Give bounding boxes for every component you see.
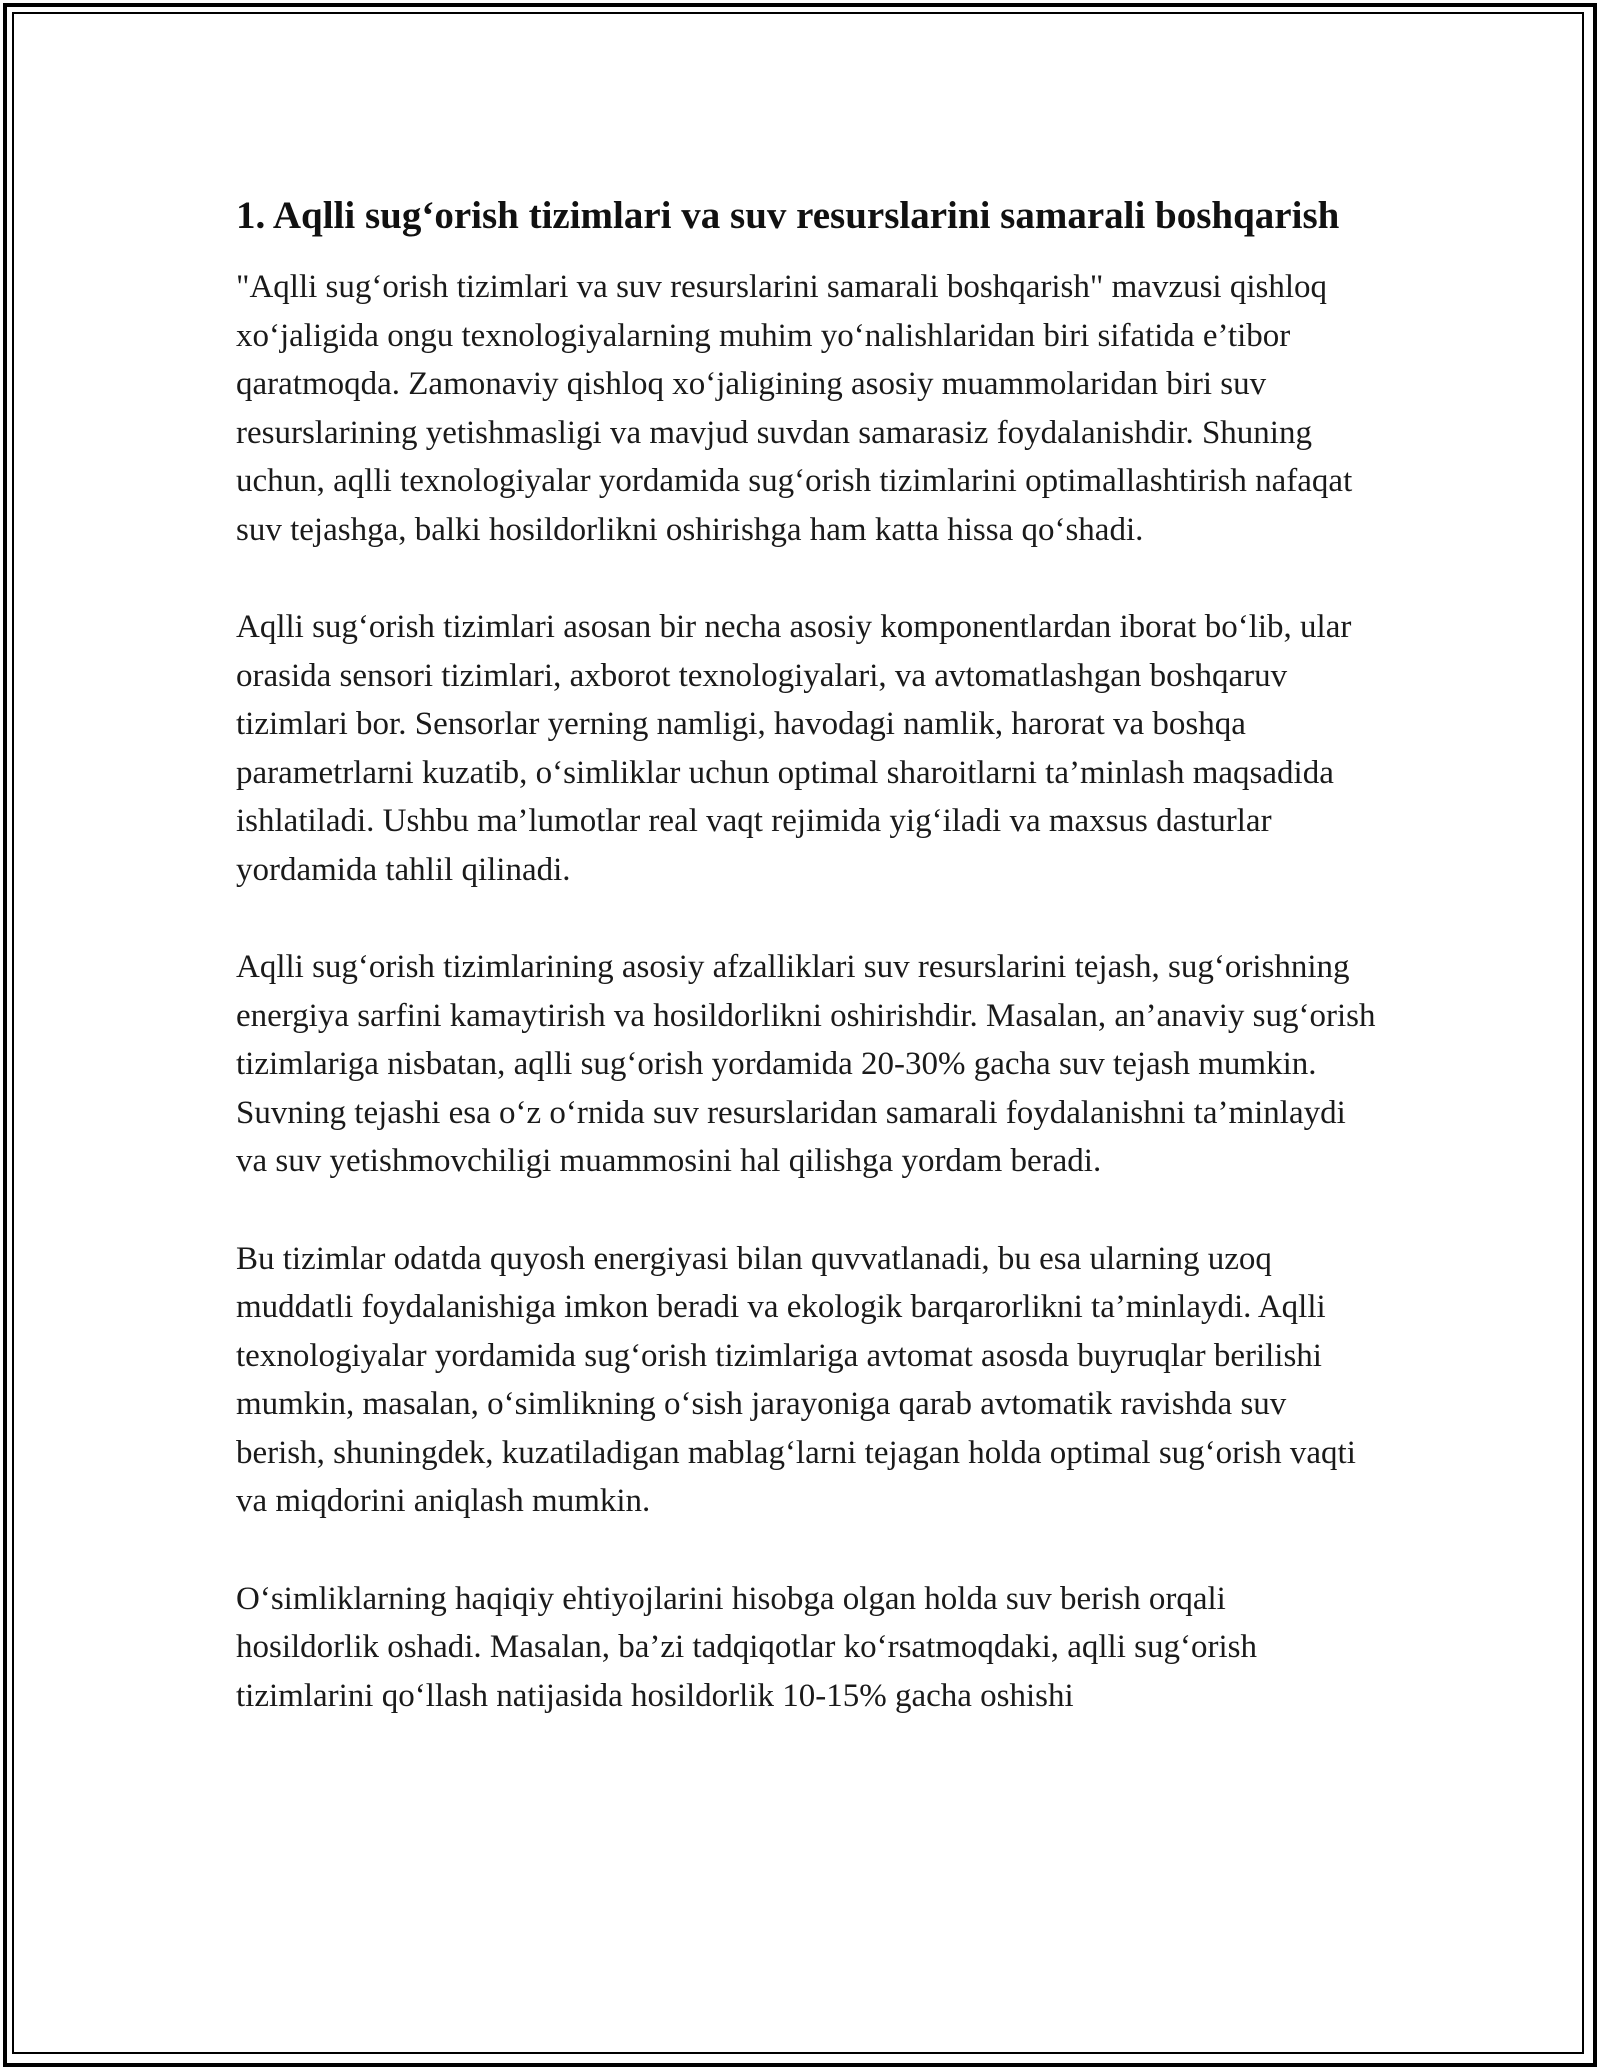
paragraph-2: Aqlli sug‘orish tizimlari asosan bir necha asosiy komponentlardan iborat bo‘lib, ular orasida sensori tizimlari, axborot texnologiyalari, va avtomatlashgan boshqaruv tizimlari bor. Sensorlar yerning namligi, havodagi namlik, harorat va boshqa parametrlarni kuzatib, o‘simliklar uchun optimal sharoitlarni ta’minlash maqsadida ishlatiladi. Ushbu ma’lumotlar real vaqt rejimida yig‘iladi va maxsus dasturlar yordamida tahlil qilinadi.	[236, 609, 1352, 888]
document-body	[236, 188, 1376, 1769]
paragraph-3: Aqlli sug‘orish tizimlarining asosiy afzalliklari suv resurslarini tejash, sug‘orishning energiya sarfini kamaytirish va hosildorlikni oshirishdir. Masalan, an’anaviy sug‘orish tizimlariga nisbatan, aqlli sug‘orish yordamida 20-30% gacha suv tejash mumkin. Suvning tejashi esa o‘z o‘rnida suv resurslaridan samarali foydalanishni ta’minlaydi va suv yetishmovchiligi muammosini hal qilishga yordam beradi.	[236, 949, 1376, 1179]
paragraph-1: "Aqlli sug‘orish tizimlari va suv resurslarini samarali boshqarish" mavzusi qishloq xo‘jaligida ongu texnologiyalarning muhim yo‘nalishlaridan biri sifatida e’tibor qaratmoqda. Zamonaviy qishloq xo‘jaligining asosiy muammolaridan biri suv resurslarining yetishmasligi va mavjud suvdan samarasiz foydalanishdir. Shuning uchun, aqlli texnologiyalar yordamida sug‘orish tizimlarini optimallashtirish nafaqat suv tejashga, balki hosildorlikni oshirishga ham katta hissa qo‘shadi.	[236, 269, 1353, 548]
paragraph-4: Bu tizimlar odatda quyosh energiyasi bilan quvvatlanadi, bu esa ularning uzoq muddatli foydalanishiga imkon beradi va ekologik barqarorlikni ta’minlaydi. Aqlli texnologiyalar yordamida sug‘orish tizimlariga avtomat asosda buyruqlar berilishi mumkin, masalan, o‘simlikning o‘sish jarayoniga qarab avtomatik ravishda suv berish, shuningdek, kuzatiladigan mablag‘larni tejagan holda optimal sug‘orish vaqti va miqdorini aniqlash mumkin.	[236, 1240, 1356, 1519]
section-heading: 1. Aqlli sug‘orish tizimlari va suv resurslarini samarali boshqarish	[236, 194, 1340, 237]
paragraph-5: O‘simliklarning haqiqiy ehtiyojlarini hisobga olgan holda suv berish orqali hosildorlik oshadi. Masalan, ba’zi tadqiqotlar ko‘rsatmoqdaki, aqlli sug‘orish tizimlarini qo‘llash natijasida hosildorlik 10-15% gacha oshishi	[236, 1580, 1257, 1714]
